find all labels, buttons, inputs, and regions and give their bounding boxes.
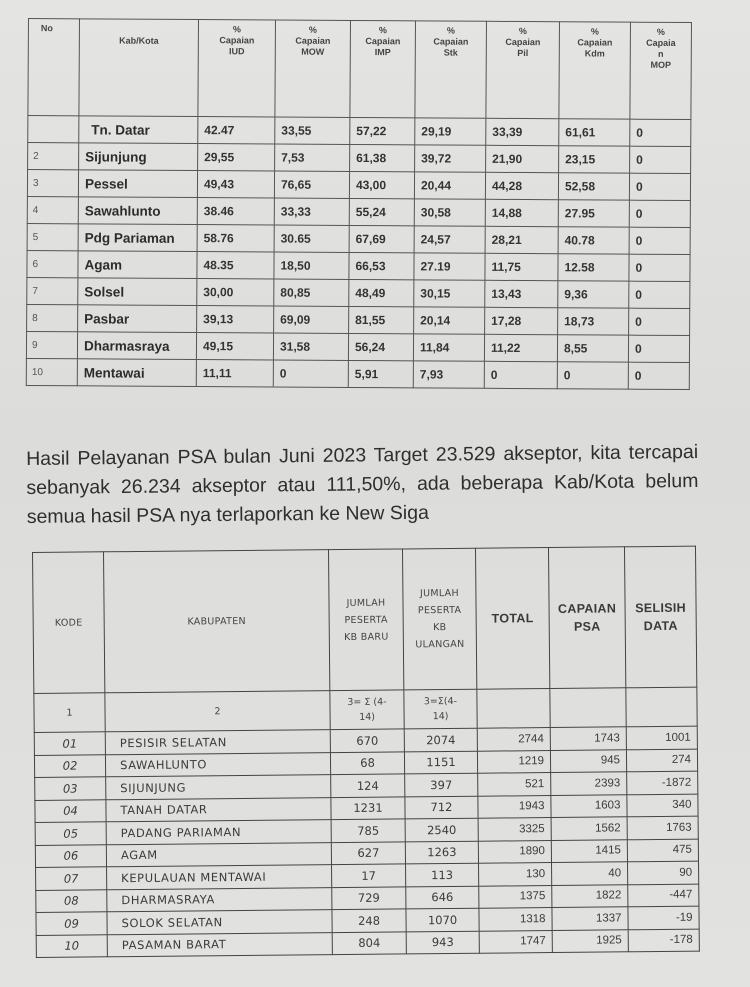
header-kode: KODE (33, 552, 105, 694)
table-row: 01 PESISIR SELATAN 670 2074 2744 1743 1001 (34, 726, 697, 755)
psa-results-table (32, 546, 700, 958)
table-row: 04 TANAH DATAR 1231 712 1943 1603 340 (35, 794, 698, 823)
table-row: 10 Mentawai 11,11 0 5,91 7,93 0 0 0 (26, 358, 689, 389)
header-capaian-psa: CAPAIAN PSA (548, 547, 625, 689)
table-row: 5 Pdg Pariaman 58.76 30.65 67,69 24,57 28,21 40.78 0 (27, 223, 690, 254)
header-capaian-imp: % Capaian IMP (350, 20, 416, 117)
header-capaian-kdm: % Capaian Kdm (559, 22, 631, 119)
table-row: 4 Sawahlunto 38.46 33,33 55,24 30,58 14,88 27.95 0 (27, 196, 690, 227)
capaian-percentage-table (26, 18, 692, 390)
table-row: 7 Solsel 30,00 80,85 48,49 30,15 13,43 9,36 0 (27, 277, 690, 308)
header-capaian-iud: % Capaian IUD (198, 20, 276, 117)
table-row: 6 Agam 48.35 18,50 66,53 27.19 11,75 12.58 0 (27, 250, 690, 281)
table-header-row (33, 546, 697, 693)
table-header-row (28, 19, 692, 120)
table-row: 08 DHARMASRAYA 729 646 1375 1822 -447 (36, 884, 699, 913)
table-row: 06 AGAM 627 1263 1890 1415 475 (35, 839, 698, 868)
header-no: No (28, 19, 80, 116)
table-row: 07 KEPULAUAN MENTAWAI 17 113 130 40 90 (36, 861, 699, 890)
header-kb-baru: JUMLAH PESERTA KB BARU (328, 549, 403, 691)
table-row: 02 SAWAHLUNTO 68 1151 1219 945 274 (34, 749, 697, 778)
table-row: 09 SOLOK SELATAN 248 1070 1318 1337 -19 (36, 906, 699, 935)
header-capaian-mop: % Capaia n MOP (630, 22, 692, 119)
column-number-row: 1 2 3= Σ (4- 14) 3=Σ(4- 14) (34, 687, 697, 732)
psa-summary-paragraph: Hasil Pelayanan PSA bulan Juni 2023 Target 23.529 akseptor, kita tercapai sebanyak 26.234 akseptor atau 111,50%, ada beberapa Kab/Kota belum semua hasil PSA nya terlaporkan ke New Siga (26, 440, 699, 528)
table-row: 10 PASAMAN BARAT 804 943 1747 1925 -178 (36, 929, 699, 958)
table-row: 8 Pasbar 39,13 69,09 81,55 20,14 17,28 18,73 0 (27, 304, 690, 335)
header-total: TOTAL (475, 548, 549, 690)
table-row: 9 Dharmasraya 49,15 31,58 56,24 11,84 11,22 8,55 0 (26, 331, 689, 362)
header-kab-kota: Kab/Kota (79, 19, 199, 117)
header-kb-ulangan: JUMLAH PESERTA KB ULANGAN (402, 548, 476, 690)
table-row: 2 Sijunjung 29,55 7,53 61,38 39,72 21,90 23,15 0 (28, 143, 691, 174)
header-capaian-pil: % Capaian Pil (486, 21, 560, 118)
header-capaian-stk: % Capaian Stk (415, 21, 487, 118)
table-row: Tn. Datar 42.47 33,55 57,22 29,19 33,39 61,61 0 (28, 116, 691, 147)
table-row: 3 Pessel 49,43 76,65 43,00 20,44 44,28 52,58 0 (27, 170, 690, 201)
header-kabupaten: KABUPATEN (104, 550, 330, 693)
header-capaian-mow: % Capaian MOW (275, 20, 351, 117)
table-row: 05 PADANG PARIAMAN 785 2540 3325 1562 1763 (35, 816, 698, 845)
table-row: 03 SIJUNJUNG 124 397 521 2393 -1872 (35, 771, 698, 800)
header-selisih-data: SELISIH DATA (624, 546, 696, 688)
